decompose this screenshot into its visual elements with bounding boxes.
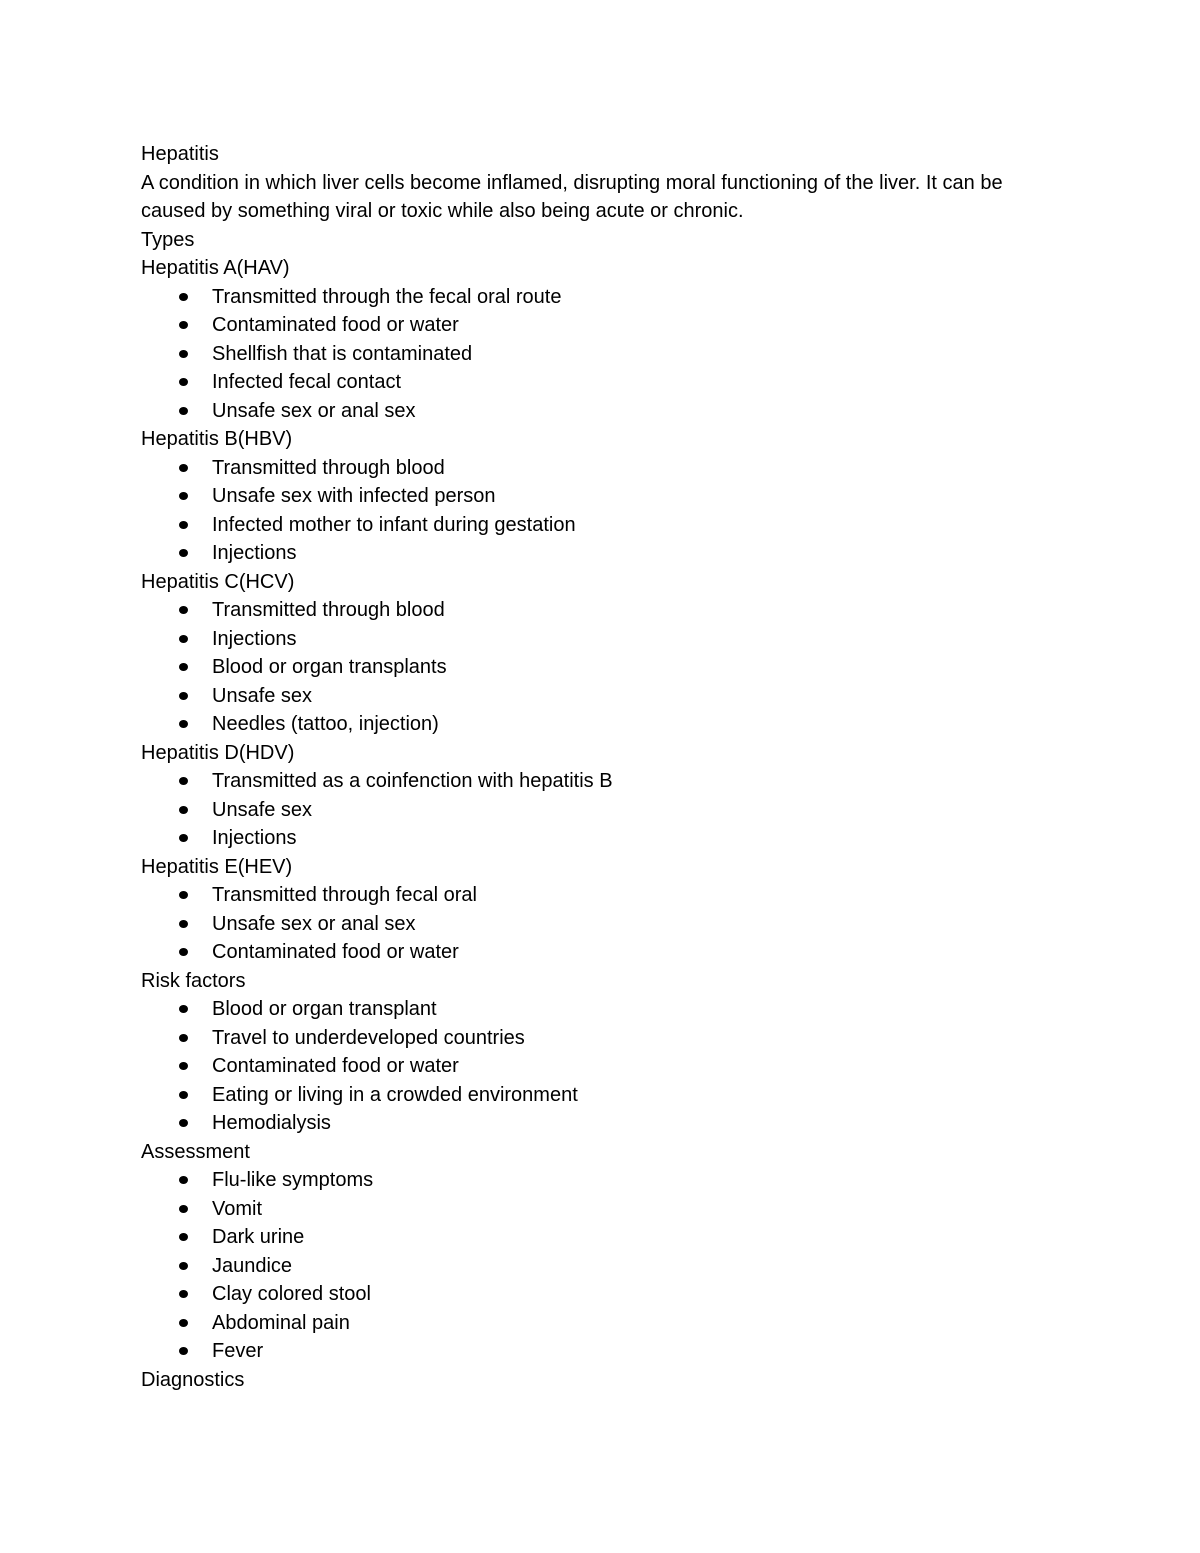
list-item-text: Flu-like symptoms	[212, 1169, 374, 1191]
hepatitis-c-heading: Hepatitis C(HCV)	[141, 570, 295, 593]
list-item	[141, 995, 1061, 1024]
bullet-icon	[179, 606, 188, 614]
bullet-icon	[179, 1005, 188, 1013]
hepatitis-b-list	[141, 454, 1061, 568]
bullet-icon	[179, 834, 188, 842]
definition-paragraph: A condition in which liver cells become inflamed, disrupting moral functioning of the liver. It can be caused by something viral or toxic while also being acute or chronic.	[141, 171, 1003, 222]
bullet-icon	[179, 1034, 188, 1042]
list-item	[141, 596, 1061, 625]
list-item-text: Transmitted through fecal oral	[212, 884, 477, 906]
list-item-text: Unsafe sex or anal sex	[212, 399, 416, 422]
list-item	[141, 1024, 1061, 1053]
list-item	[141, 511, 1061, 540]
bullet-icon	[179, 492, 188, 500]
list-item-text: Dark urine	[212, 1226, 305, 1248]
list-item-text: Hemodialysis	[212, 1112, 331, 1134]
diagnostics-heading: Diagnostics	[141, 1368, 245, 1391]
list-item-text: Unsafe sex with infected person	[212, 485, 496, 507]
hepatitis-a-list	[141, 283, 1061, 426]
list-item	[141, 283, 1061, 312]
bullet-icon	[179, 720, 188, 728]
bullet-icon	[179, 1233, 188, 1241]
list-item	[141, 910, 1061, 939]
list-item-text: Vomit	[212, 1197, 263, 1220]
list-item-text: Abdominal pain	[212, 1311, 350, 1334]
list-item-text: Jaundice	[212, 1254, 293, 1277]
list-item-text: Injections	[212, 627, 297, 650]
bullet-icon	[179, 948, 188, 956]
bullet-icon	[179, 1262, 188, 1270]
bullet-icon	[179, 521, 188, 529]
list-item-text: Transmitted as a coinfenction with hepatitis B	[212, 770, 613, 792]
bullet-icon	[179, 692, 188, 700]
list-item	[141, 1337, 1061, 1366]
list-item	[141, 482, 1061, 511]
list-item	[141, 710, 1061, 739]
bullet-icon	[179, 777, 188, 785]
list-item-text: Blood or organ transplants	[212, 656, 447, 678]
assessment-list	[141, 1166, 1061, 1366]
list-item	[141, 340, 1061, 369]
list-item	[141, 653, 1061, 682]
list-item-text: Contaminated food or water	[212, 314, 459, 336]
bullet-icon	[179, 1176, 188, 1184]
bullet-icon	[179, 1290, 188, 1298]
bullet-icon	[179, 378, 188, 386]
list-item-text: Injections	[212, 542, 297, 564]
list-item	[141, 454, 1061, 483]
bullet-icon	[179, 1205, 188, 1213]
hepatitis-b-heading: Hepatitis B(HBV)	[141, 428, 293, 450]
list-item	[141, 368, 1061, 397]
list-item	[141, 539, 1061, 568]
bullet-icon	[179, 407, 188, 415]
list-item-text: Blood or organ transplant	[212, 998, 437, 1020]
risk-factors-list	[141, 995, 1061, 1138]
list-item-text: Infected mother to infant during gestation	[212, 513, 576, 536]
list-item	[141, 682, 1061, 711]
list-item	[141, 1309, 1061, 1338]
risk-factors-heading: Risk factors	[141, 969, 246, 992]
bullet-icon	[179, 806, 188, 814]
hepatitis-e-heading: Hepatitis E(HEV)	[141, 855, 293, 878]
list-item	[141, 1280, 1061, 1309]
bullet-icon	[179, 663, 188, 671]
hepatitis-d-heading: Hepatitis D(HDV)	[141, 741, 295, 764]
list-item	[141, 1195, 1061, 1224]
bullet-icon	[179, 920, 188, 928]
hepatitis-d-list	[141, 767, 1061, 853]
list-item-text: Clay colored stool	[212, 1283, 371, 1305]
hepatitis-e-list	[141, 881, 1061, 967]
hepatitis-c-list	[141, 596, 1061, 739]
hepatitis-a-heading: Hepatitis A(HAV)	[141, 257, 290, 279]
list-item	[141, 881, 1061, 910]
bullet-icon	[179, 1091, 188, 1099]
list-item	[141, 1052, 1061, 1081]
list-item	[141, 767, 1061, 796]
list-item	[141, 311, 1061, 340]
types-heading: Types	[141, 228, 195, 251]
bullet-icon	[179, 1347, 188, 1355]
list-item-text: Eating or living in a crowded environment	[212, 1083, 578, 1106]
list-item	[141, 796, 1061, 825]
list-item-text: Unsafe sex	[212, 798, 313, 821]
list-item-text: Contaminated food or water	[212, 1055, 459, 1077]
bullet-icon	[179, 350, 188, 358]
bullet-icon	[179, 464, 188, 472]
list-item	[141, 1252, 1061, 1281]
list-item-text: Contaminated food or water	[212, 941, 459, 963]
bullet-icon	[179, 549, 188, 557]
list-item	[141, 1109, 1061, 1138]
list-item	[141, 1081, 1061, 1110]
bullet-icon	[179, 321, 188, 329]
list-item	[141, 1223, 1061, 1252]
list-item-text: Unsafe sex	[212, 684, 313, 707]
list-item-text: Travel to underdeveloped countries	[212, 1026, 525, 1049]
bullet-icon	[179, 1062, 188, 1070]
bullet-icon	[179, 293, 188, 301]
document-title: Hepatitis	[141, 143, 219, 165]
list-item	[141, 938, 1061, 967]
bullet-icon	[179, 1319, 188, 1327]
list-item-text: Transmitted through blood	[212, 456, 445, 479]
list-item	[141, 625, 1061, 654]
document-body	[141, 140, 1061, 1394]
list-item-text: Transmitted through the fecal oral route	[212, 285, 562, 308]
list-item-text: Needles (tattoo, injection)	[212, 713, 439, 735]
bullet-icon	[179, 635, 188, 643]
list-item-text: Infected fecal contact	[212, 371, 402, 393]
bullet-icon	[179, 1119, 188, 1127]
list-item-text: Fever	[212, 1340, 264, 1362]
list-item-text: Unsafe sex or anal sex	[212, 912, 416, 935]
list-item-text: Shellfish that is contaminated	[212, 342, 473, 365]
bullet-icon	[179, 891, 188, 899]
list-item-text: Transmitted through blood	[212, 599, 445, 621]
assessment-heading: Assessment	[141, 1140, 250, 1163]
list-item	[141, 824, 1061, 853]
list-item-text: Injections	[212, 827, 297, 849]
list-item	[141, 397, 1061, 426]
list-item	[141, 1166, 1061, 1195]
